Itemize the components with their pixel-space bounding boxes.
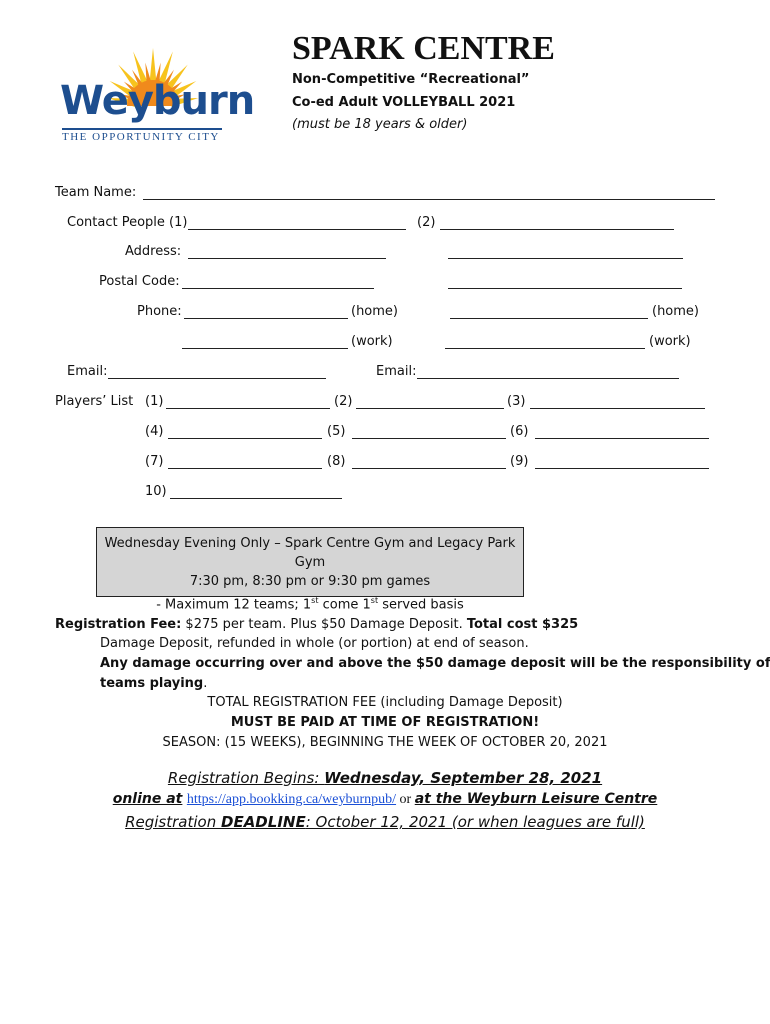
- booking-link[interactable]: https://app.bookking.ca/weyburnpub/: [186, 792, 397, 807]
- contact-1-field[interactable]: [188, 229, 406, 230]
- schedule-info-box: [96, 527, 524, 613]
- registration-begins-label: Registration Begins:: [167, 769, 325, 787]
- phone-work-1-field[interactable]: [182, 348, 348, 349]
- player-10-label: 10): [145, 484, 167, 499]
- contact-2-label: (2): [417, 215, 436, 230]
- team-name-field[interactable]: [143, 199, 715, 200]
- player-3-label: (3): [507, 394, 526, 409]
- player-6-label: (6): [510, 424, 529, 439]
- registration-location: [0, 791, 770, 808]
- schedule-line-1: Wednesday Evening Only – Spark Centre Gym and Legacy Park Gym: [104, 536, 516, 570]
- total-cost: Total cost $325: [466, 617, 579, 632]
- email-1-field[interactable]: [108, 378, 326, 379]
- players-list-label: Players’ List: [55, 394, 134, 409]
- total-fee-heading: TOTAL REGISTRATION FEE (including Damage Deposit): [207, 695, 563, 710]
- team-name-label: Team Name:: [55, 185, 137, 200]
- player-5-field[interactable]: [352, 438, 506, 439]
- logo-divider: [62, 128, 222, 130]
- registration-fee-line: [55, 617, 578, 632]
- subtitle-recreational: Non-Competitive “Recreational”: [292, 72, 530, 87]
- schedule-line-3: [97, 591, 523, 614]
- player-2-label: (2): [334, 394, 353, 409]
- online-at-label: online at: [112, 791, 183, 807]
- contact-2-field[interactable]: [440, 229, 674, 230]
- page-title: SPARK CENTRE: [292, 30, 555, 67]
- contact-people-label: Contact People (1): [67, 215, 188, 230]
- player-7-field[interactable]: [168, 468, 322, 469]
- email-1-label: Email:: [67, 364, 108, 379]
- registration-begins-date: Wednesday, September 28, 2021: [324, 769, 603, 787]
- damage-note-1: Any damage occurring over and above the $50 damage deposit will be the responsibility of: [100, 656, 770, 671]
- schedule-line-3a: - Maximum 12 teams; 1: [156, 597, 312, 613]
- season-info: SEASON: (15 WEEKS), BEGINNING THE WEEK OF OCTOBER 20, 2021: [162, 735, 608, 750]
- phone-home-2-field[interactable]: [450, 318, 648, 319]
- address-2-field[interactable]: [448, 258, 683, 259]
- player-5-label: (5): [327, 424, 346, 439]
- damage-note-2-bold: teams playing: [100, 676, 204, 691]
- ordinal-sup-1: st: [311, 596, 319, 605]
- logo-wordmark: Weyburn: [60, 78, 255, 124]
- player-4-field[interactable]: [168, 438, 322, 439]
- player-10-field[interactable]: [170, 498, 342, 499]
- schedule-line-2: 7:30 pm, 8:30 pm or 9:30 pm games: [189, 574, 431, 589]
- deposit-note: Damage Deposit, refunded in whole (or portion) at end of season.: [100, 636, 529, 651]
- leisure-centre-label: at the Weyburn Leisure Centre: [414, 791, 658, 807]
- email-2-field[interactable]: [417, 378, 679, 379]
- address-1-field[interactable]: [188, 258, 386, 259]
- schedule-line-3c: served basis: [378, 597, 464, 613]
- weyburn-logo: [58, 48, 255, 148]
- deadline-word: DEADLINE: [221, 813, 306, 831]
- registration-begins: [0, 769, 770, 787]
- player-8-field[interactable]: [352, 468, 506, 469]
- schedule-line-3b: come 1: [318, 597, 371, 613]
- deadline-date: : October 12, 2021 (or when leagues are full): [305, 813, 645, 831]
- registration-fee-label: Registration Fee:: [55, 617, 182, 632]
- phone-label: Phone:: [137, 304, 182, 319]
- home-label-1: (home): [351, 304, 398, 319]
- phone-home-1-field[interactable]: [184, 318, 348, 319]
- home-label-2: (home): [652, 304, 699, 319]
- or-text: or: [396, 792, 415, 807]
- player-6-field[interactable]: [535, 438, 709, 439]
- damage-note-2: [100, 676, 207, 691]
- postal-code-1-field[interactable]: [182, 288, 374, 289]
- subtitle-volleyball: Co-ed Adult VOLLEYBALL 2021: [292, 95, 516, 110]
- postal-code-2-field[interactable]: [448, 288, 682, 289]
- player-7-label: (7): [145, 454, 164, 469]
- player-9-label: (9): [510, 454, 529, 469]
- player-3-field[interactable]: [530, 408, 705, 409]
- player-1-label: (1): [145, 394, 164, 409]
- work-label-2: (work): [649, 334, 691, 349]
- logo-tagline: THE OPPORTUNITY CITY: [62, 131, 220, 143]
- registration-deadline: [0, 813, 770, 831]
- player-2-field[interactable]: [356, 408, 504, 409]
- player-1-field[interactable]: [166, 408, 330, 409]
- player-8-label: (8): [327, 454, 346, 469]
- damage-note-2-end: .: [203, 676, 208, 691]
- subtitle-age: (must be 18 years & older): [292, 117, 468, 132]
- phone-work-2-field[interactable]: [445, 348, 645, 349]
- player-9-field[interactable]: [535, 468, 709, 469]
- player-4-label: (4): [145, 424, 164, 439]
- address-label: Address:: [125, 244, 182, 259]
- deadline-prefix: Registration: [125, 813, 221, 831]
- must-pay-notice: MUST BE PAID AT TIME OF REGISTRATION!: [230, 715, 540, 730]
- postal-code-label: Postal Code:: [99, 274, 180, 289]
- ordinal-sup-2: st: [370, 596, 379, 605]
- registration-fee-text: $275 per team. Plus $50 Damage Deposit.: [181, 617, 467, 632]
- work-label-1: (work): [351, 334, 393, 349]
- email-2-label: Email:: [376, 364, 417, 379]
